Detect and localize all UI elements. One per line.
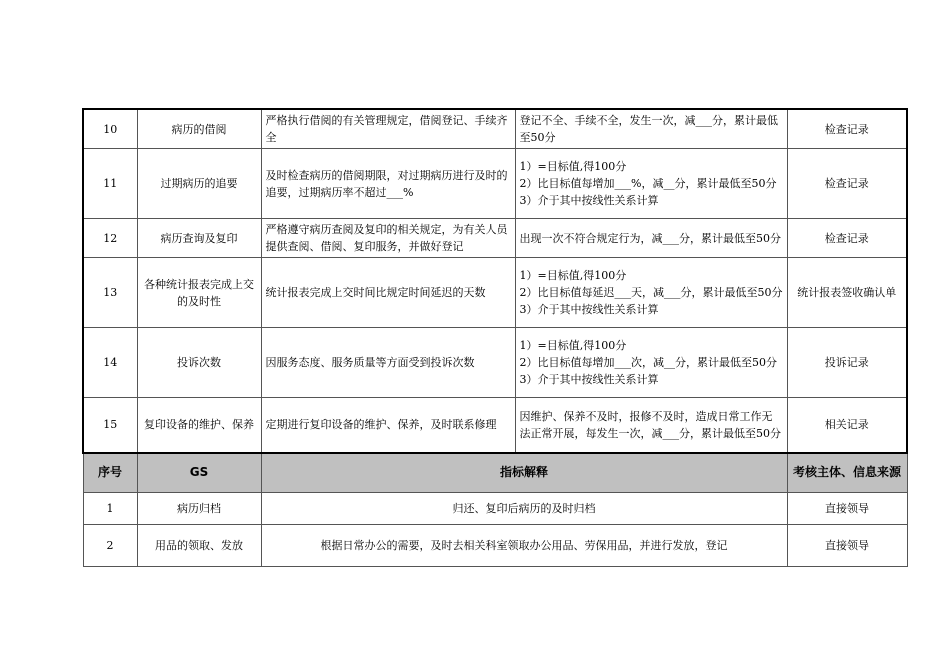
header-gs: GS	[137, 453, 261, 493]
upper-section	[83, 109, 907, 453]
row-source: 统计报表签收确认单	[787, 258, 907, 328]
row-number: 14	[83, 328, 137, 398]
row-number: 1	[83, 493, 137, 525]
table-row	[83, 109, 907, 149]
row-description: 及时检查病历的借阅期限，对过期病历进行及时的追要，过期病历率不超过___%	[261, 149, 515, 219]
row-number: 11	[83, 149, 137, 219]
calc-line: 3）介于其中按线性关系计算	[519, 194, 659, 207]
calc-line: 2）比目标值每增加___%，减__分，累计最低至50分	[519, 177, 777, 190]
row-source: 检查记录	[787, 219, 907, 258]
row-number: 13	[83, 258, 137, 328]
row-source: 相关记录	[787, 398, 907, 453]
row-item: 投诉次数	[137, 328, 261, 398]
row-source: 直接领导	[787, 525, 907, 567]
lower-section	[83, 493, 907, 567]
calc-line: 3）介于其中按线性关系计算	[519, 303, 659, 316]
table-row	[83, 219, 907, 258]
table-row	[83, 328, 907, 398]
row-source: 直接领导	[787, 493, 907, 525]
calc-line: 登记不全、手续不全，发生一次，减___分，累计最低至50分	[519, 114, 778, 144]
calc-line: 1）=目标值,得100分	[519, 160, 627, 173]
calc-line: 出现一次不符合规定行为，减___分，累计最低至50分	[519, 231, 781, 245]
row-number: 2	[83, 525, 137, 567]
row-calculation	[515, 109, 787, 149]
row-number: 10	[83, 109, 137, 149]
calc-line: 2）比目标值每增加___次，减__分，累计最低至50分	[519, 356, 777, 369]
row-calculation	[515, 258, 787, 328]
header-explain: 指标解释	[261, 453, 787, 493]
row-calculation	[515, 149, 787, 219]
calc-line: 1）=目标值,得100分	[519, 339, 627, 352]
row-description: 根据日常办公的需要，及时去相关科室领取办公用品、劳保用品，并进行发放，登记	[261, 525, 787, 567]
row-item: 用品的领取、发放	[137, 525, 261, 567]
header-source: 考核主体、信息来源	[787, 453, 907, 493]
table-row	[83, 398, 907, 453]
calc-line: 3）介于其中按线性关系计算	[519, 373, 659, 386]
row-item: 病历的借阅	[137, 109, 261, 149]
row-calculation	[515, 219, 787, 258]
calc-line: 1）=目标值,得100分	[519, 269, 627, 282]
header-no: 序号	[83, 453, 137, 493]
calc-line: 2）比目标值每延迟___天，减___分，累计最低至50分	[519, 286, 783, 299]
row-item: 病历归档	[137, 493, 261, 525]
row-description: 严格执行借阅的有关管理规定，借阅登记、手续齐全	[261, 109, 515, 149]
kpi-table	[82, 108, 908, 567]
table-row	[83, 493, 907, 525]
row-source: 检查记录	[787, 109, 907, 149]
row-calculation	[515, 398, 787, 453]
table-row	[83, 149, 907, 219]
row-item: 过期病历的追要	[137, 149, 261, 219]
row-source: 检查记录	[787, 149, 907, 219]
row-item: 复印设备的维护、保养	[137, 398, 261, 453]
row-description: 定期进行复印设备的维护、保养，及时联系修理	[261, 398, 515, 453]
table-row	[83, 525, 907, 567]
row-description: 归还、复印后病历的及时归档	[261, 493, 787, 525]
table-header-row	[83, 453, 907, 493]
calc-line: 因维护、保养不及时，报修不及时，造成日常工作无法正常开展，每发生一次，减___分，累计最低至50分	[519, 409, 781, 440]
row-description: 因服务态度、服务质量等方面受到投诉次数	[261, 328, 515, 398]
row-item: 病历查询及复印	[137, 219, 261, 258]
row-description: 统计报表完成上交时间比规定时间延迟的天数	[261, 258, 515, 328]
row-description: 严格遵守病历查阅及复印的相关规定，为有关人员提供查阅、借阅、复印服务，并做好登记	[261, 219, 515, 258]
row-calculation	[515, 328, 787, 398]
table-row	[83, 258, 907, 328]
row-number: 15	[83, 398, 137, 453]
row-item: 各种统计报表完成上交的及时性	[137, 258, 261, 328]
header-section	[83, 453, 907, 493]
row-number: 12	[83, 219, 137, 258]
row-source: 投诉记录	[787, 328, 907, 398]
